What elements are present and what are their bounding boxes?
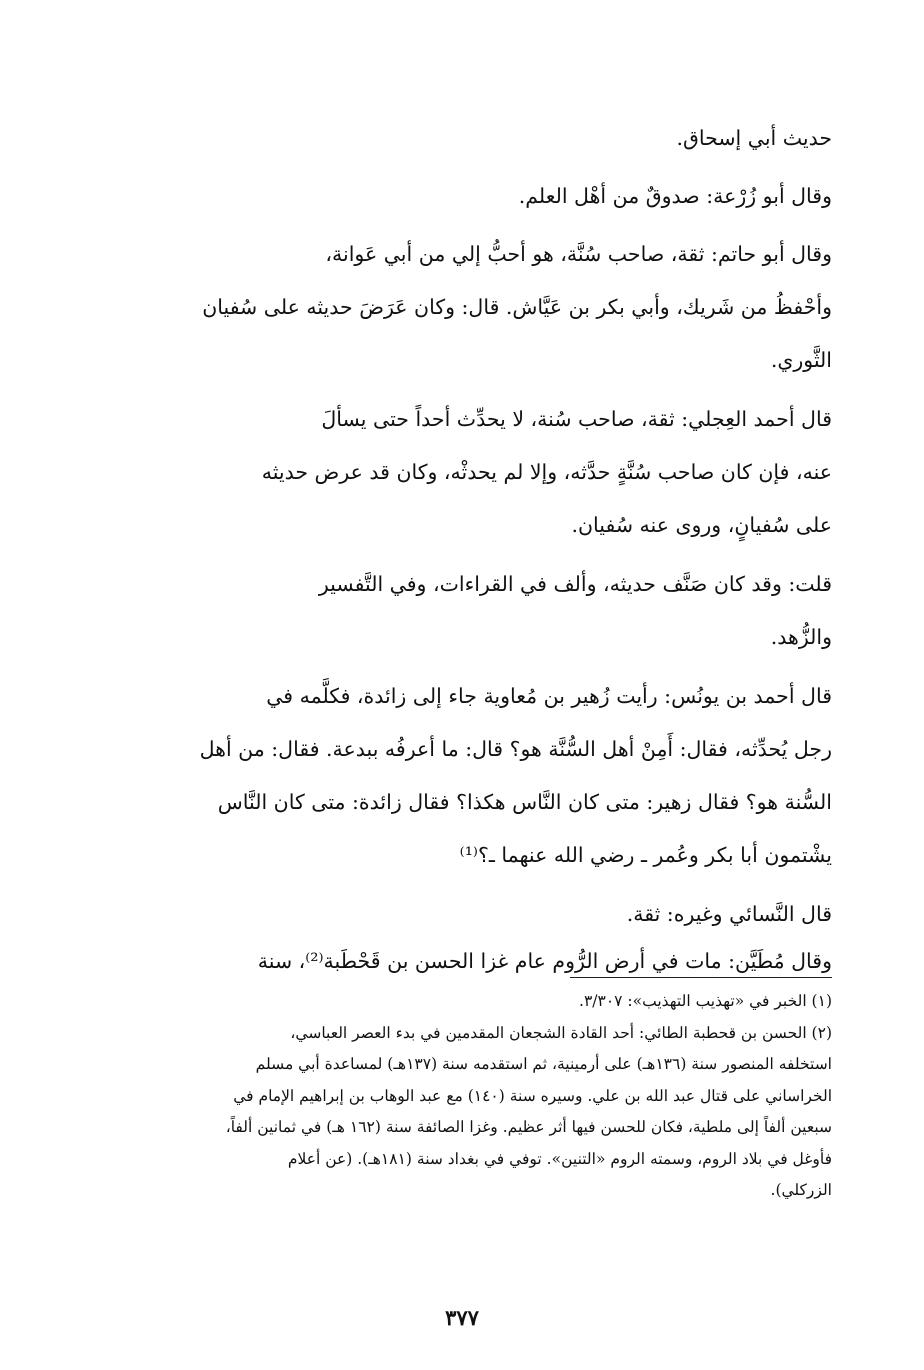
text-line: وأحْفظُ من شَريك، وأبي بكر بن عَيَّاش. قال: وكان عَرَضَ حديثه على سُفيان — [202, 295, 832, 319]
footnotes — [160, 986, 832, 1207]
text-line: وقال أبو زُرْعة: صدوقٌ من أهْل العلم. — [518, 184, 832, 208]
footnote-line: الخراساني على قتال عبد الله بن علي. وسيره سنة (١٤٠) مع عبد الوهاب بن إبراهيم الإمام في — [233, 1086, 832, 1105]
text-line: والزُّهد. — [770, 625, 832, 649]
text-line: رجل يُحدِّثه، فقال: أَمِنْ أهل السُّنَّة هو؟ قال: ما أعرفُه ببدعة. فقال: من أهل — [199, 737, 832, 761]
text-line: قال أحمد العِجلي: ثقة، صاحب سُنة، لا يحدِّث أحداً حتى يسألَ — [321, 407, 832, 431]
footnote-line: سبعين ألفاً إلى ملطية، فكان للحسن فيها أثر عظيم. وغزا الصائفة سنة (١٦٢ هـ) في ثمانين ألفاً، — [225, 1118, 832, 1136]
text-line: على سُفيانٍ، وروى عنه سُفيان. — [571, 513, 832, 537]
text-line: قال النَّسائي وغيره: ثقة. — [626, 902, 832, 926]
footnote-line: استخلفه المنصور سنة (١٣٦هـ) على أرمينية، ثم استقدمه سنة (١٣٧هـ) لمساعدة أبي مسلم — [255, 1055, 832, 1073]
page-number: ٣٧٧ — [445, 1305, 479, 1330]
text-line: وقال أبو حاتم: ثقة، صاحب سُنَّة، هو أحبُّ إلي من أبي عَوانة، — [325, 242, 832, 266]
main-text — [160, 112, 832, 988]
text-line: حديث أبي إسحاق. — [676, 126, 832, 150]
footnote-line: الزركلي). — [770, 1181, 832, 1199]
footnote-line: (٢) الحسن بن قحطبة الطائي: أحد القادة الشجعان المقدمين في بدء العصر العباسي، — [290, 1023, 832, 1042]
text-line: عنه، فإن كان صاحب سُنَّةٍ حدَّثه، وإلا لم يحدثْه، وكان قد عرض حديثه — [261, 460, 832, 484]
footnote-separator — [570, 977, 832, 978]
text-line: الثَّوري. — [770, 348, 832, 372]
text-line: قلت: وقد كان صَنَّف حديثه، وألف في القراءات، وفي التَّفسير — [318, 572, 832, 596]
text-line: وقال مُطَيَّن: مات في أرض الرُّوم عام غزا الحسن بن قَحْطَبة⁽²⁾، سنة — [257, 949, 832, 973]
footnote-line: فأوغل في بلاد الروم، وسمته الروم «التنين». توفي في بغداد سنة (١٨١هـ). (عن أعلام — [287, 1149, 832, 1168]
footnote-line: (١) الخبر في «تهذيب التهذيب»: ٣/٣٠٧. — [579, 992, 832, 1010]
text-line: يشْتمون أبا بكر وعُمر ـ رضي الله عنهما ـ؟⁽¹⁾ — [459, 843, 832, 867]
text-line: السُّنة هو؟ فقال زهير: متى كان النَّاس هكذا؟ فقال زائدة: متى كان النَّاس — [217, 790, 832, 814]
text-line: قال أحمد بن يونُس: رأيت زُهير بن مُعاوية جاء إلى زائدة، فكلَّمه في — [266, 684, 832, 708]
